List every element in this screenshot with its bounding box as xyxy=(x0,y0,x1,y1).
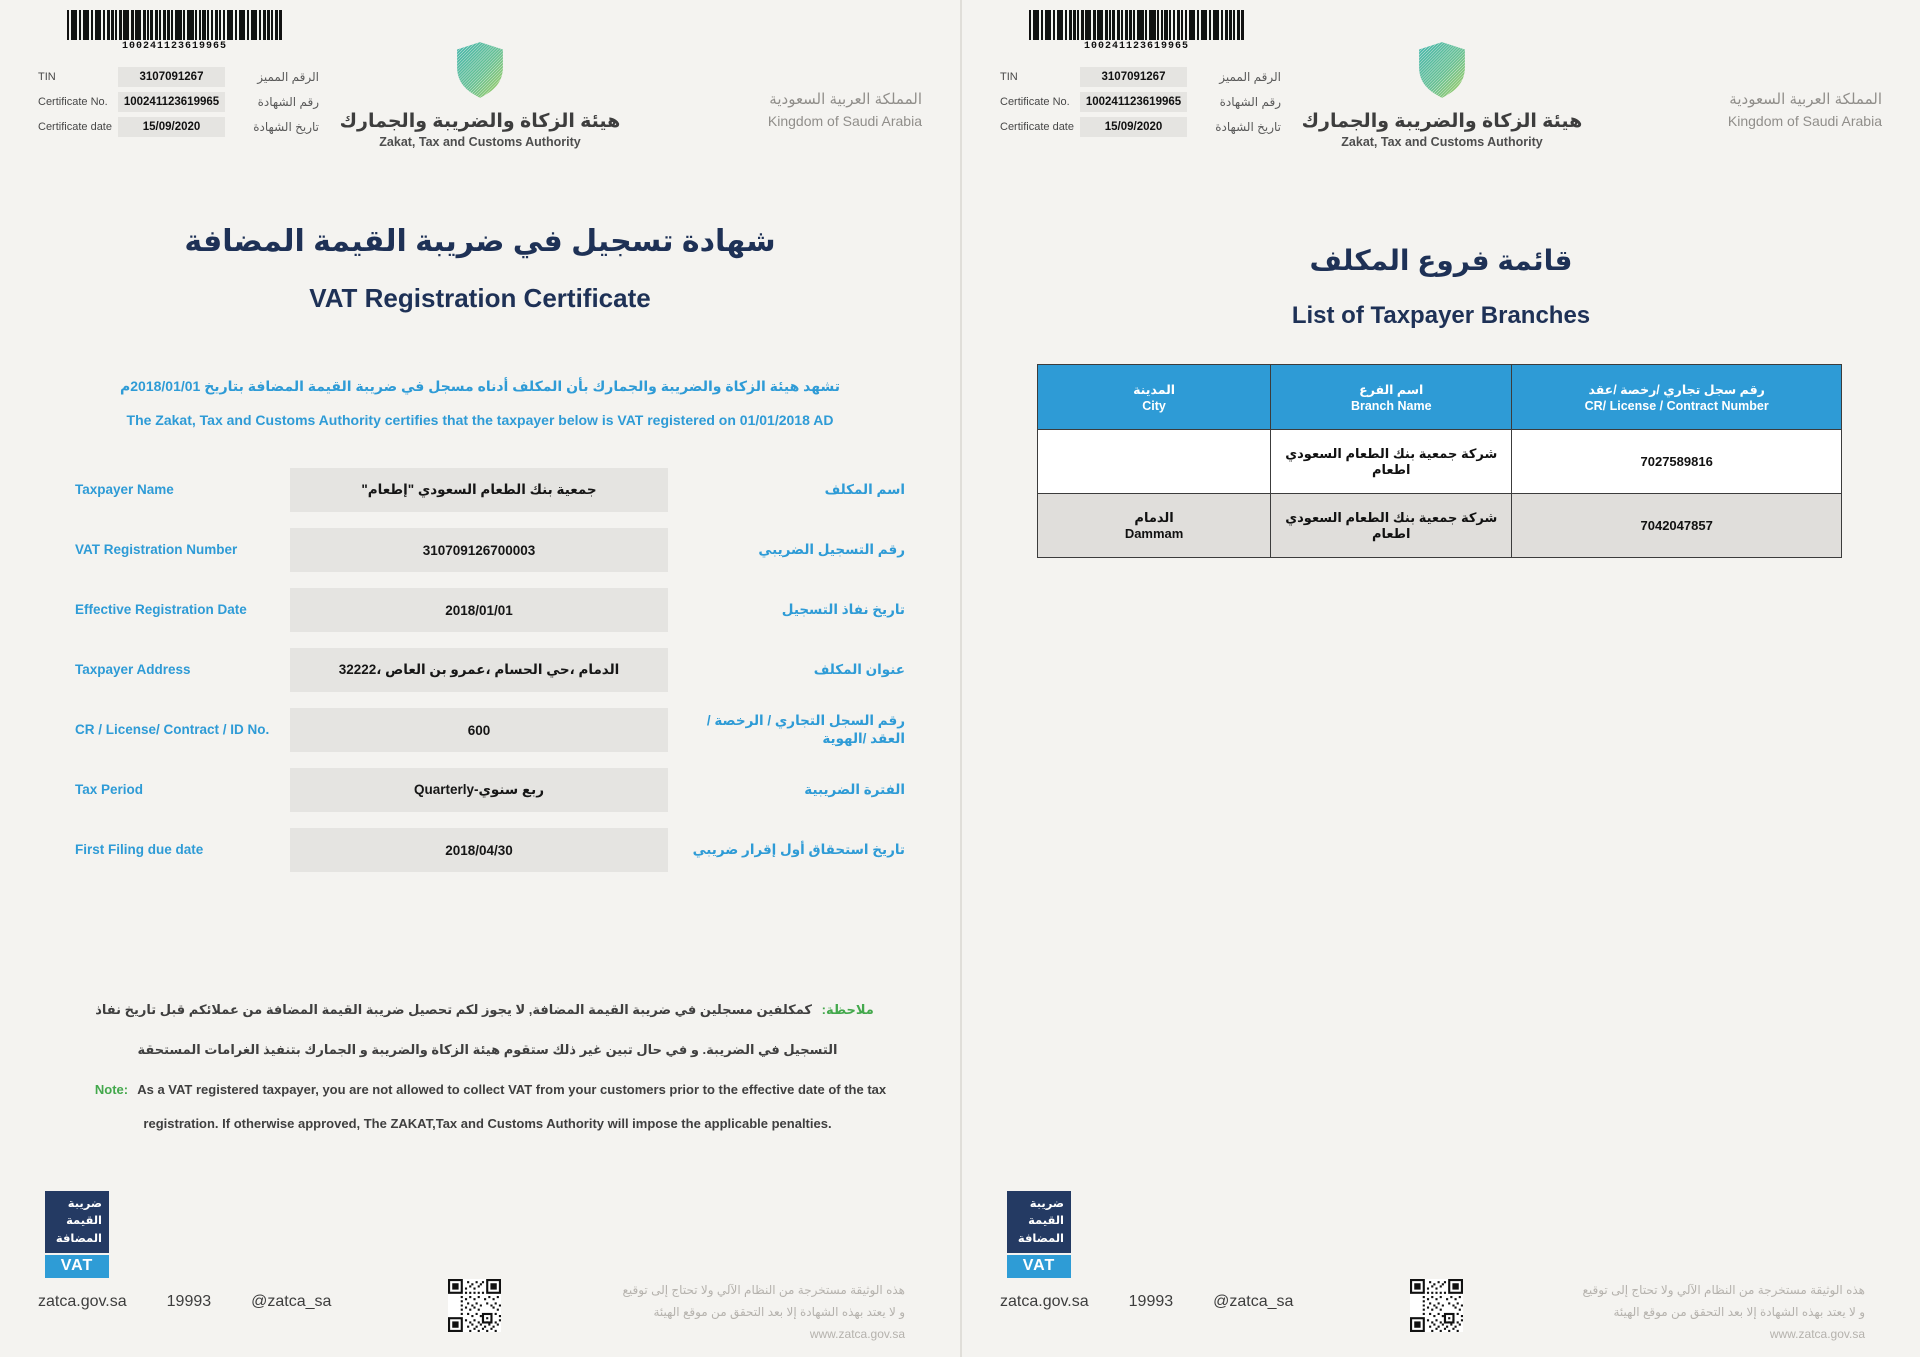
zatca-shield-icon xyxy=(1416,40,1468,100)
branches-table xyxy=(1037,364,1842,558)
column-header-en: Branch Name xyxy=(1350,398,1432,413)
certificate-meta xyxy=(38,64,348,139)
branch-row xyxy=(1038,430,1842,494)
disclaimer-url: www.zatca.gov.sa xyxy=(809,1327,905,1341)
column-header-en: CR/ License / Contract Number xyxy=(1584,398,1769,413)
field-label-en: CR / License/ Contract / ID No. xyxy=(75,722,270,738)
vat-logo-line: ضريبة xyxy=(1029,1198,1064,1210)
meta-row-certificate-no xyxy=(1000,89,1310,114)
barcode xyxy=(67,10,282,40)
header-left xyxy=(38,10,348,139)
vat-logo-line: المضافة xyxy=(1017,1232,1064,1245)
field-label-ar: تاريخ نفاذ التسجيل xyxy=(781,601,905,617)
field-value-box xyxy=(290,768,668,812)
certificate-date-label-ar: تاريخ الشهادة xyxy=(1215,119,1281,134)
column-header-ar: رقم سجل تجاري /رخصة /عقد xyxy=(1588,382,1765,397)
footer-disclaimer xyxy=(1582,1279,1865,1345)
field-label-en: Effective Registration Date xyxy=(75,602,247,618)
kingdom-block xyxy=(1728,90,1882,129)
certificate-no-label: Certificate No. xyxy=(1000,95,1070,108)
vat-logo-line: القيمة xyxy=(1028,1215,1064,1228)
disclaimer-line: هذه الوثيقة مستخرجة من النظام الآلي ولا تحتاج إلى توقيع xyxy=(1582,1283,1865,1297)
field-value-box xyxy=(290,468,668,512)
column-header-branch-name xyxy=(1271,365,1512,430)
vat-logo-line: ضريبة xyxy=(67,1198,102,1210)
field-row-tax-period xyxy=(75,768,905,812)
certificate-title-ar: شهادة تسجيل في ضريبة القيمة المضافة xyxy=(184,225,776,258)
certificate-title xyxy=(0,224,960,314)
field-label-ar: الفترة الضريبية xyxy=(804,781,905,797)
column-header-cr-number xyxy=(1512,365,1842,430)
statement-ar: تشهد هيئة الزكاة والضريبة والجمارك بأن المكلف أدناه مسجل في ضريبة القيمة المضافة بتاريخ 2018/01/01م xyxy=(119,378,841,394)
city-en: Dammam xyxy=(1124,526,1184,541)
field-row-taxpayer-name xyxy=(75,468,905,512)
field-value: الدمام ،حي الحسام ،عمرو بن العاص ،32222 xyxy=(338,662,620,677)
disclaimer-url: www.zatca.gov.sa xyxy=(1769,1327,1865,1341)
disclaimer-line: هذه الوثيقة مستخرجة من النظام الآلي ولا تحتاج إلى توقيع xyxy=(622,1283,905,1297)
authority-logo-block xyxy=(330,40,630,149)
tin-label: TIN xyxy=(38,70,56,83)
field-label-ar: تاريخ استحقاق أول إقرار ضريبي xyxy=(692,841,905,857)
city-ar: الدمام xyxy=(1134,510,1174,525)
field-row-cr-license xyxy=(75,708,905,752)
vat-logo-en: VAT xyxy=(45,1255,109,1278)
vat-logo-line: القيمة xyxy=(66,1215,102,1228)
branch-name-cell xyxy=(1271,494,1512,558)
authority-name-en: Zakat, Tax and Customs Authority xyxy=(1341,135,1543,149)
branch-city-cell xyxy=(1038,494,1271,558)
kingdom-name-en: Kingdom of Saudi Arabia xyxy=(767,113,922,129)
vat-logo-en: VAT xyxy=(1007,1255,1071,1278)
note-text-en: As a VAT registered taxpayer, you are not allowed to collect VAT from your customers prior to the effective date of the tax registration. If otherwise approved, The ZAKAT,Tax and Customs Authority will impose the applicable penalties. xyxy=(137,1082,887,1131)
branch-cr-cell: 7042047857 xyxy=(1512,494,1842,558)
statement-en: The Zakat, Tax and Customs Authority certifies that the taxpayer below is VAT registered on 01/01/2018 AD xyxy=(126,412,834,428)
footer-phone: 19993 xyxy=(1128,1293,1174,1310)
field-row-effective-date xyxy=(75,588,905,632)
field-label-en: Taxpayer Name xyxy=(75,482,174,498)
certificate-no-value: 100241123619965 xyxy=(1080,92,1187,112)
field-label-ar: عنوان المكلف xyxy=(813,661,905,677)
vat-logo-line: المضافة xyxy=(55,1232,102,1245)
certificate-date-value: 15/09/2020 xyxy=(1080,117,1187,137)
page-footer xyxy=(962,1185,1920,1357)
disclaimer-line: و لا يعتد بهذه الشهادة إلا بعد التحقق من موقع الهيئة xyxy=(653,1305,905,1319)
tin-label-ar: الرقم المميز xyxy=(1219,69,1281,84)
authority-name-ar: هيئة الزكاة والضريبة والجمارك xyxy=(1301,111,1583,132)
authority-name-en: Zakat, Tax and Customs Authority xyxy=(379,135,581,149)
tin-label-ar: الرقم المميز xyxy=(257,69,319,84)
branches-table-header-row xyxy=(1038,365,1842,430)
vat-logo xyxy=(45,1191,109,1278)
field-label-ar: اسم المكلف xyxy=(824,481,905,497)
branch-name: شركة جمعية بنك الطعام السعودي اطعام xyxy=(1285,509,1498,541)
branch-city-cell xyxy=(1038,430,1271,494)
vat-logo xyxy=(1007,1191,1071,1278)
certificate-no-label: Certificate No. xyxy=(38,95,108,108)
note-label-ar: ملاحظة: xyxy=(821,1002,874,1017)
field-value: 600 xyxy=(467,722,491,738)
tin-label: TIN xyxy=(1000,70,1018,83)
field-row-address xyxy=(75,648,905,692)
barcode xyxy=(1029,10,1244,40)
field-label-en: First Filing due date xyxy=(75,842,204,858)
field-label-en: VAT Registration Number xyxy=(75,542,238,558)
field-value-box xyxy=(290,708,668,752)
certificate-title-en: VAT Registration Certificate xyxy=(309,283,651,313)
footer-social-handle: @zatca_sa xyxy=(251,1293,332,1310)
certificate-no-label-ar: رقم الشهادة xyxy=(257,94,319,109)
field-value: 2018/04/30 xyxy=(445,842,513,858)
field-label-ar: رقم السجل التجاري / الرخصة / العقد /الهوية xyxy=(706,712,905,746)
field-value: 310709126700003 xyxy=(422,542,536,558)
branch-cr-cell: 7027589816 xyxy=(1512,430,1842,494)
certificate-date-label: Certificate date xyxy=(1000,120,1074,133)
certificate-date-label-ar: تاريخ الشهادة xyxy=(253,119,319,134)
meta-row-certificate-no xyxy=(38,89,348,114)
vat-logo-arabic xyxy=(45,1191,109,1253)
field-value-box xyxy=(290,828,668,872)
column-header-en: City xyxy=(1142,398,1166,413)
column-header-city xyxy=(1038,365,1271,430)
page-footer xyxy=(0,1185,960,1357)
branch-name-cell xyxy=(1271,430,1512,494)
disclaimer-line: و لا يعتد بهذه الشهادة إلا بعد التحقق من موقع الهيئة xyxy=(1613,1305,1865,1319)
footer-website: zatca.gov.sa xyxy=(38,1293,127,1310)
meta-row-tin xyxy=(1000,64,1310,89)
vat-logo-arabic xyxy=(1007,1191,1071,1253)
field-value: 2018/01/01 xyxy=(445,602,513,618)
branch-row xyxy=(1038,494,1842,558)
certificate-meta xyxy=(1000,64,1310,139)
branch-name: شركة جمعية بنك الطعام السعودي اطعام xyxy=(1285,445,1498,477)
branches-title-ar: قائمة فروع المكلف xyxy=(1309,245,1573,276)
footer-disclaimer xyxy=(622,1279,905,1345)
kingdom-name-en: Kingdom of Saudi Arabia xyxy=(1727,113,1882,129)
field-row-vat-number xyxy=(75,528,905,572)
kingdom-name-ar: المملكة العربية السعودية xyxy=(769,91,922,108)
field-row-first-filing xyxy=(75,828,905,872)
meta-row-certificate-date xyxy=(38,114,348,139)
barcode-number: 100241123619965 xyxy=(121,41,227,52)
footer-links xyxy=(1000,1293,1293,1311)
header-left xyxy=(1000,10,1310,139)
branches-title xyxy=(962,244,1920,330)
branches-page xyxy=(960,0,1920,1357)
field-value: جمعية بنك الطعام السعودي "إطعام" xyxy=(361,482,597,497)
note-label-en: Note: xyxy=(94,1082,129,1097)
field-label-en: Tax Period xyxy=(75,782,144,798)
certificate-no-value: 100241123619965 xyxy=(118,92,225,112)
field-value-box xyxy=(290,528,668,572)
qr-code xyxy=(448,1279,501,1332)
column-header-ar: المدينة xyxy=(1133,382,1176,397)
tin-value: 3107091267 xyxy=(1080,67,1187,87)
authority-logo-block xyxy=(1292,40,1592,149)
zatca-shield-icon xyxy=(454,40,506,100)
field-label-en: Taxpayer Address xyxy=(75,662,191,678)
footer-phone: 19993 xyxy=(166,1293,212,1310)
field-value-box xyxy=(290,588,668,632)
note-text-ar: كمكلفين مسجلين في ضريبة القيمة المضافة, لا يجوز لكم تحصيل ضريبة القيمة المضافة من عملائكم قبل تاريخ نفاذ التسجيل في الضريبة. و في حال تبين غير ذلك ستقوم هيئة الزكاة والضريبة و الجمارك بتنفيذ الغرامات المستحقة xyxy=(95,1002,838,1057)
field-value-box xyxy=(290,648,668,692)
tin-value: 3107091267 xyxy=(118,67,225,87)
certificate-date-label: Certificate date xyxy=(38,120,112,133)
footer-website: zatca.gov.sa xyxy=(1000,1293,1089,1310)
kingdom-block xyxy=(768,90,922,129)
qr-code xyxy=(1410,1279,1463,1332)
authority-name-ar: هيئة الزكاة والضريبة والجمارك xyxy=(339,111,621,132)
column-header-ar: اسم الفرع xyxy=(1359,382,1424,397)
certification-statement xyxy=(40,378,920,428)
footer-social-handle: @zatca_sa xyxy=(1213,1293,1294,1310)
footer-links xyxy=(38,1293,331,1311)
registration-form xyxy=(75,468,905,888)
certificate-date-value: 15/09/2020 xyxy=(118,117,225,137)
kingdom-name-ar: المملكة العربية السعودية xyxy=(1729,91,1882,108)
field-label-ar: رقم التسجيل الضريبي xyxy=(758,541,905,557)
meta-row-certificate-date xyxy=(1000,114,1310,139)
branches-title-en: List of Taxpayer Branches xyxy=(1291,302,1591,329)
barcode-number: 100241123619965 xyxy=(1083,41,1189,52)
meta-row-tin xyxy=(38,64,348,89)
certificate-no-label-ar: رقم الشهادة xyxy=(1219,94,1281,109)
note-arabic xyxy=(70,990,905,1070)
note-english xyxy=(75,1073,900,1141)
field-value: Quarterly-ربع سنوي xyxy=(414,782,544,797)
